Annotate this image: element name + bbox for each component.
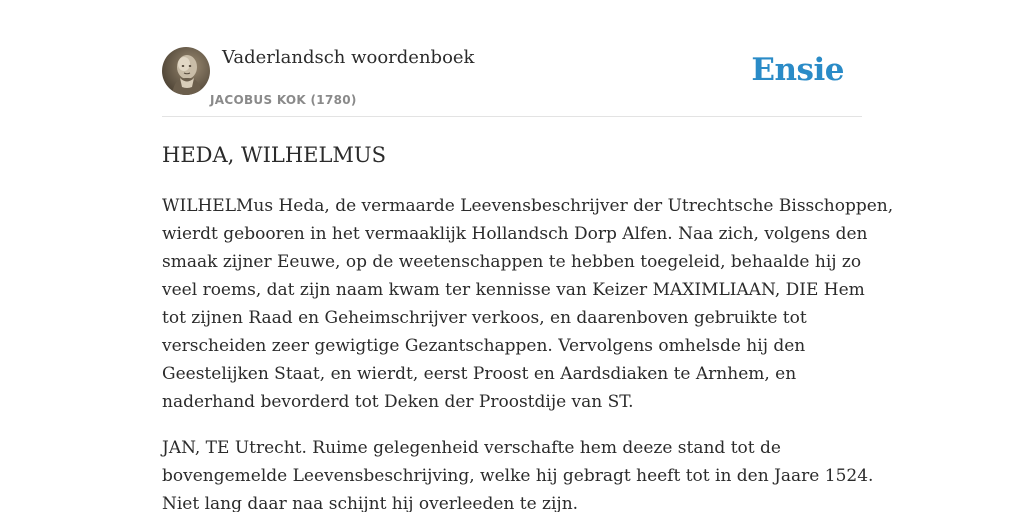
paragraph [162,192,894,416]
text-line: smaak zijner Eeuwe, op de weetenschappen te hebben toegeleid, behaalde hij zo [162,252,862,272]
text-line: naderhand bevorderd tot Deken der Proostdije van ST. [162,392,634,412]
entry-title: HEDA, WILHELMUS [162,143,386,167]
text-line: WILHELMus Heda, de vermaarde Leevensbeschrijver der Utrechtsche Bisschoppen, [162,196,894,216]
entry-body [162,192,894,512]
text-line: verscheiden zeer gewigtige Gezantschappen. Vervolgens omhelsde hij den [162,336,806,356]
text-line: Geestelijken Staat, en wierdt, eerst Proost en Aardsdiaken te Arnhem, en [162,364,797,384]
text-line: wierdt gebooren in het vermaaklijk Hollandsch Dorp Alfen. Naa zich, volgens den [162,224,868,244]
text-line: veel roems, dat zijn naam kwam ter kennisse van Keizer MAXIMLIAAN, DIE Hem [162,280,865,300]
brand-logo[interactable]: Ensie [751,52,844,88]
paragraph [162,434,874,512]
book-title[interactable]: Vaderlandsch woordenboek [222,47,475,68]
author-avatar[interactable] [162,47,210,95]
header [162,40,862,117]
author-name[interactable]: JACOBUS KOK (1780) [210,93,357,107]
text-line: JAN, TE Utrecht. Ruime gelegenheid verschafte hem deeze stand tot de [162,438,781,458]
text-line: Niet lang daar naa schijnt hij overleeden te zijn. [162,494,579,512]
text-line: tot zijnen Raad en Geheimschrijver verkoos, en daarenboven gebruikte tot [162,308,807,328]
text-line: bovengemelde Leevensbeschrijving, welke hij gebragt heeft tot in den Jaare 1524. [162,466,874,486]
